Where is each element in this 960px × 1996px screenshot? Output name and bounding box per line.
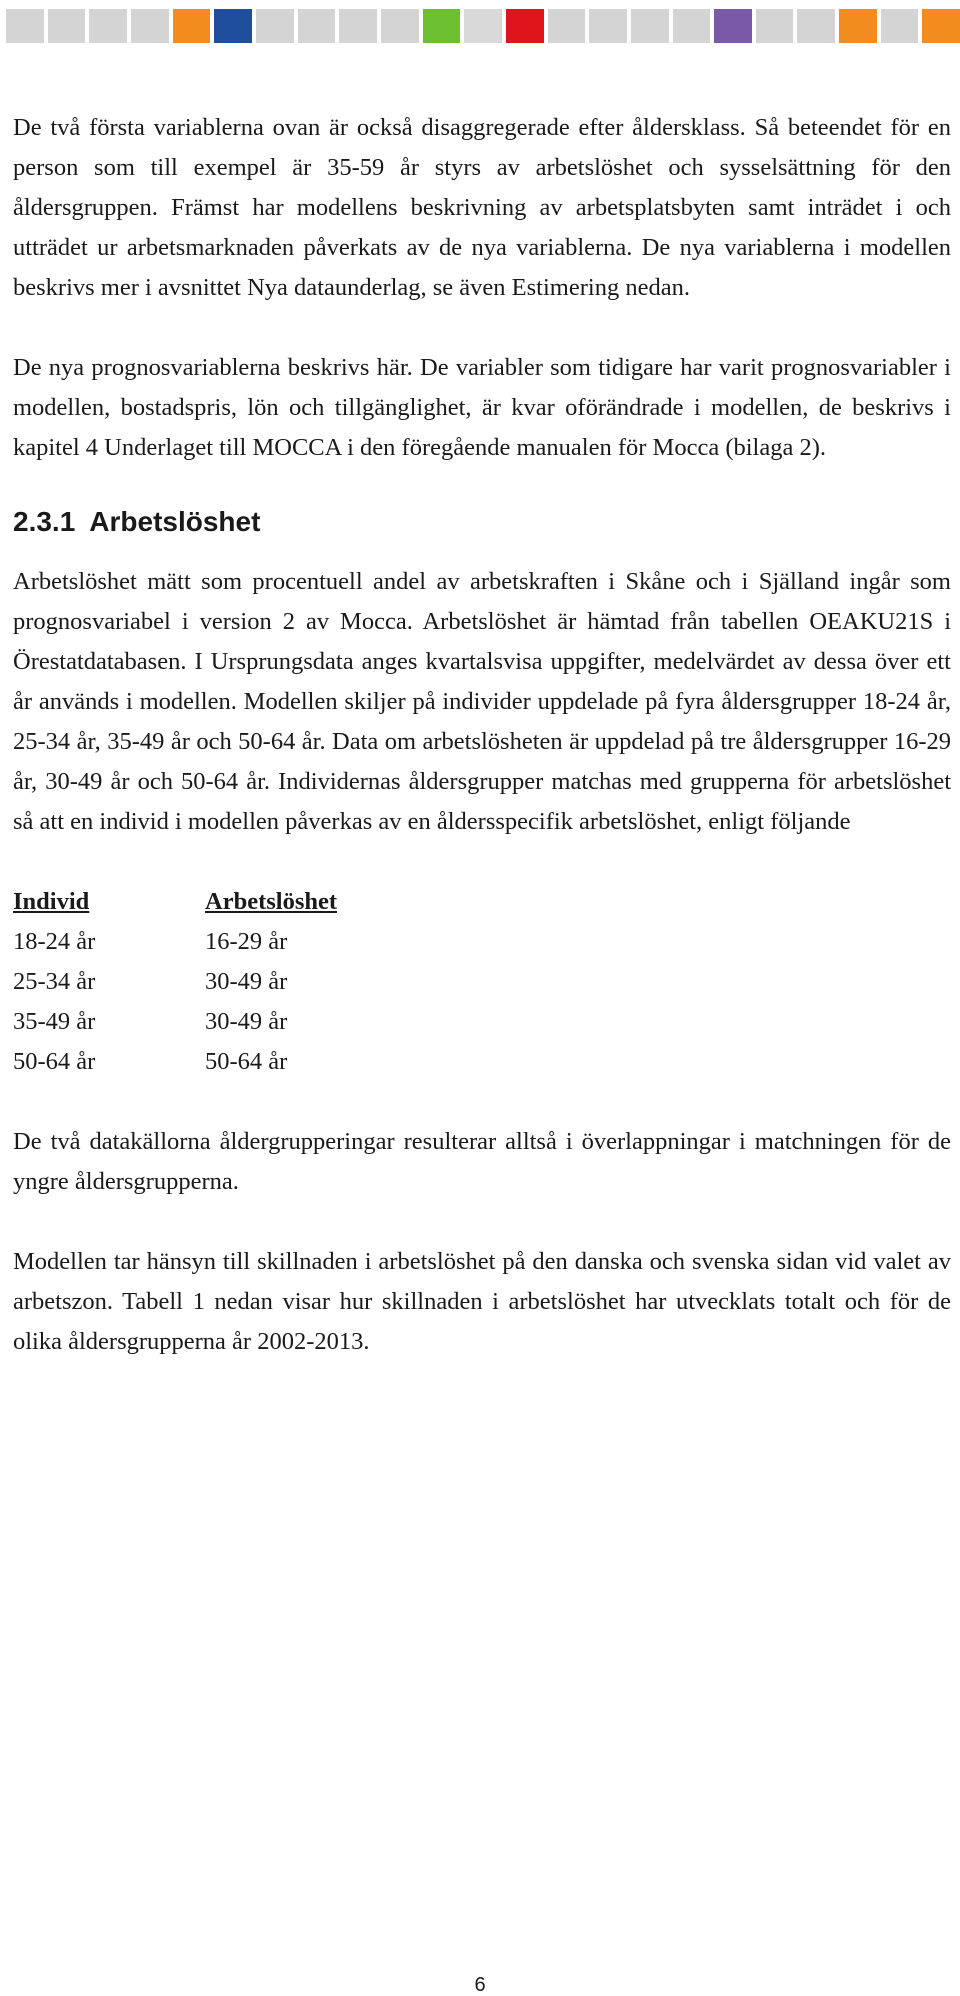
page-number: 6 [474,1974,486,1996]
color-bar-segment [173,9,211,43]
column-header-individ: Individ [13,888,90,915]
color-bar-segment [673,9,711,43]
document-body [13,108,951,1362]
color-bar-segment [256,9,294,43]
paragraph-table-reference: Modellen tar hänsyn till skillnaden i arbetslöshet på den danska och svenska sidan vid valet av arbetszon. Tabell 1 nedan visar hur skillnaden i arbetslöshet har utvecklats totalt och för de olika åldersgrupperna år 2002-2013. [13,1248,951,1355]
color-bar-segment [381,9,419,43]
section-title: Arbetslöshet [89,506,261,537]
section-number: 2.3.1 [13,506,76,537]
color-bar-segment [214,9,252,43]
table-cell: 30-49 år [205,1008,288,1035]
table-cell: 30-49 år [205,968,288,995]
color-bar-segment [339,9,377,43]
table-row [13,1002,337,1042]
table-cell: 25-34 år [13,968,96,995]
table-cell: 16-29 år [205,928,288,955]
table-cell: 50-64 år [13,1048,96,1075]
color-bar-segment [131,9,169,43]
color-bar-segment [922,9,960,43]
paragraph-intro: De två första variablerna ovan är också disaggregerade efter åldersklass. Så beteendet för en person som till exempel är 35-59 år styrs av arbetslöshet och sysselsättning för den åldersgruppen. Främst har modellens beskrivning av arbetsplatsbyten samt inträdet i och utträdet ur arbetsmarknaden påverkats av de nya variablerna. De nya variablerna i modellen beskrivs mer i avsnittet Nya dataunderlag, se även Estimering nedan. [13,114,951,301]
section-heading [13,502,951,542]
color-bar-segment [839,9,877,43]
color-bar-segment [423,9,461,43]
color-bar-segment [714,9,752,43]
color-bar-segment [881,9,919,43]
table-header-row [13,882,337,922]
color-bar-segment [797,9,835,43]
paragraph-new-variables: De nya prognosvariablerna beskrivs här. De variabler som tidigare har varit prognosvariabler i modellen, bostadspris, lön och tillgänglighet, är kvar oförändrade i modellen, de beskrivs i kapitel 4 Underlaget till MOCCA i den föregående manualen för Mocca (bilaga 2). [13,354,951,461]
color-bar-segment [506,9,544,43]
color-bar-segment [548,9,586,43]
color-bar-segment [6,9,44,43]
color-bar-segment [298,9,336,43]
color-bar-segment [48,9,86,43]
color-bar-segment [756,9,794,43]
table-row [13,962,337,1002]
age-group-table [13,882,337,1082]
paragraph-unemployment: Arbetslöshet mätt som procentuell andel av arbetskraften i Skåne och i Själland ingår som prognosvariabel i version 2 av Mocca. Arbetslöshet är hämtad från tabellen OEAKU21S i Örestatdatabasen. I Ursprungsdata anges kvartalsvisa uppgifter, medelvärdet av dessa över ett år används i modellen. Modellen skiljer på individer uppdelade på fyra åldersgrupper 18-24 år, 25-34 år, 35-49 år och 50-64 år. Data om arbetslösheten är uppdelad på tre åldersgrupper 16-29 år, 30-49 år och 50-64 år. Individernas åldersgrupper matchas med grupperna för arbetslöshet så att en individ i modellen påverkas av en åldersspecifik arbetslöshet, enligt följande [13,568,951,835]
table-cell: 35-49 år [13,1008,96,1035]
color-bar-segment [89,9,127,43]
table-row [13,922,337,962]
color-bar-segment [631,9,669,43]
column-header-arbetsloshet: Arbetslöshet [205,888,338,915]
table-cell: 50-64 år [205,1048,288,1075]
table-cell: 18-24 år [13,928,96,955]
paragraph-overlap: De två datakällorna åldergrupperingar resulterar alltså i överlappningar i matchningen för de yngre åldersgrupperna. [13,1128,951,1195]
color-bar-segment [589,9,627,43]
table-row [13,1042,337,1082]
header-color-bar [6,9,960,43]
color-bar-segment [464,9,502,43]
